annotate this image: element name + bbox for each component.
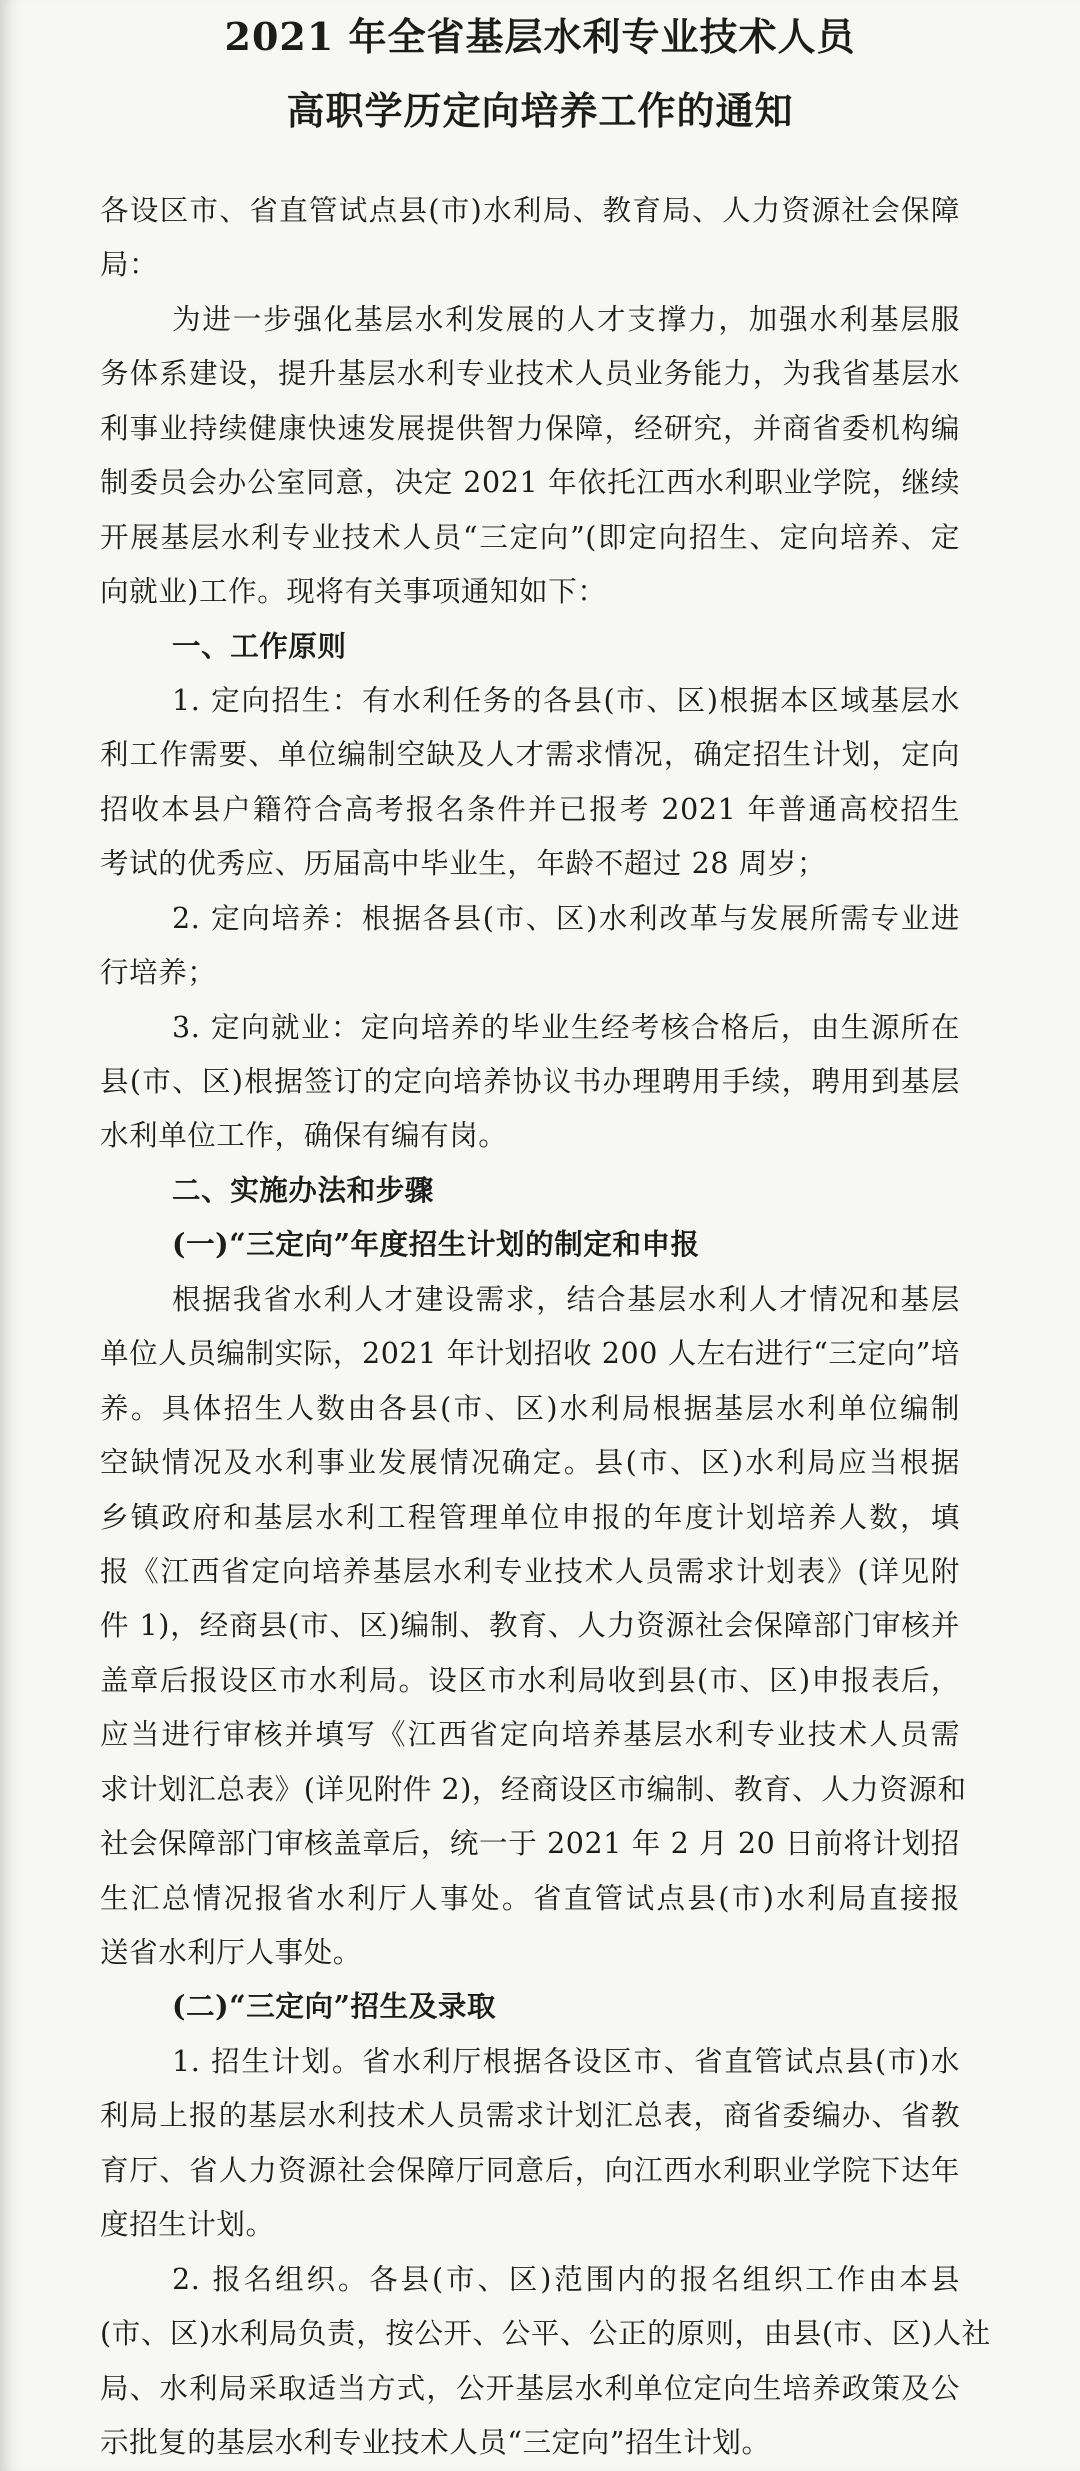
body-text-line: 局、水利局采取适当方式，公开基层水利单位定向生培养政策及公 [100,2372,960,2405]
body-text-line: 育厅、省人力资源社会保障厅同意后，向江西水利职业学院下达年 [100,2154,960,2187]
body-text-line: 报《江西省定向培养基层水利专业技术人员需求计划表》(详见附 [100,1555,960,1588]
body-text-line: 社会保障部门审核盖章后，统一于 2021 年 2 月 20 日前将计划招 [100,1827,960,1860]
body-text-line: 生汇总情况报省水利厅人事处。省直管试点县(市)水利局直接报 [100,1882,960,1915]
salutation-line: 各设区市、省直管试点县(市)水利局、教育局、人力资源社会保障 [100,194,960,227]
body-text-line: 单位人员编制实际，2021 年计划招收 200 人左右进行“三定向”培 [100,1337,960,1370]
body-text-line: 水利单位工作，确保有编有岗。 [100,1119,508,1152]
body-text-line: 示批复的基层水利专业技术人员“三定向”招生计划。 [100,2426,771,2459]
body-text-line: 根据我省水利人才建设需求，结合基层水利人才情况和基层 [172,1283,960,1316]
subsection-heading: (二)“三定向”招生及录取 [172,1989,497,2023]
body-text-line: 1. 招生计划。省水利厅根据各设区市、省直管试点县(市)水 [172,2045,960,2078]
document-title-line-2: 高职学历定向培养工作的通知 [286,88,794,133]
document-title-line-1: 2021 年全省基层水利专业技术人员 [224,14,856,59]
body-text-line: 为进一步强化基层水利发展的人才支撑力，加强水利基层服 [172,303,960,336]
section-heading: 二、实施办法和步骤 [172,1173,434,1207]
body-text-line: 乡镇政府和基层水利工程管理单位申报的年度计划培养人数，填 [100,1501,960,1534]
body-text-line: 求计划汇总表》(详见附件 2)，经商设区市编制、教育、人力资源和 [100,1773,967,1806]
body-text-line: 向就业)工作。现将有关事项通知如下： [100,575,607,608]
body-text-line: 考试的优秀应、历届高中毕业生，年龄不超过 28 周岁； [100,847,827,880]
body-text-line: 1. 定向招生：有水利任务的各县(市、区)根据本区域基层水 [172,684,960,717]
body-text-line: 开展基层水利专业技术人员“三定向”(即定向招生、定向培养、定 [100,521,960,554]
body-text-line: (市、区)水利局负责，按公开、公平、公正的原则，由县(市、区)人社 [100,2317,991,2350]
body-text-line: 制委员会办公室同意，决定 2021 年依托江西水利职业学院，继续 [100,466,960,499]
body-text-line: 行培养； [100,956,217,989]
body-text-line: 盖章后报设区市水利局。设区市水利局收到县(市、区)申报表后， [100,1664,960,1697]
body-text-line: 2. 定向培养：根据各县(市、区)水利改革与发展所需专业进 [172,902,960,935]
body-text-line: 务体系建设，提升基层水利专业技术人员业务能力，为我省基层水 [100,357,960,390]
body-text-line: 利工作需要、单位编制空缺及人才需求情况，确定招生计划，定向 [100,738,960,771]
body-text-line: 县(市、区)根据签订的定向培养协议书办理聘用手续，聘用到基层 [100,1065,960,1098]
body-text-line: 养。具体招生人数由各县(市、区)水利局根据基层水利单位编制 [100,1392,960,1425]
body-text-line: 送省水利厅人事处。 [100,1936,362,1969]
body-text-line: 2. 报名组织。各县(市、区)范围内的报名组织工作由本县 [172,2263,960,2296]
body-text-line: 招收本县户籍符合高考报名条件并已报考 2021 年普通高校招生 [100,793,960,826]
section-heading: 一、工作原则 [172,629,347,663]
subsection-heading: (一)“三定向”年度招生计划的制定和申报 [172,1227,700,1261]
body-text-line: 度招生计划。 [100,2208,275,2241]
body-text-line: 3. 定向就业：定向培养的毕业生经考核合格后，由生源所在 [172,1011,960,1044]
body-text-line: 空缺情况及水利事业发展情况确定。县(市、区)水利局应当根据 [100,1446,960,1479]
salutation-line: 局： [100,248,159,281]
body-text-line: 件 1)，经商县(市、区)编制、教育、人力资源社会保障部门审核并 [100,1609,960,1642]
body-text-line: 应当进行审核并填写《江西省定向培养基层水利专业技术人员需 [100,1718,960,1751]
body-text-line: 利局上报的基层水利技术人员需求计划汇总表，商省委编办、省教 [100,2099,960,2132]
body-text-line: 利事业持续健康快速发展提供智力保障，经研究，并商省委机构编 [100,412,960,445]
